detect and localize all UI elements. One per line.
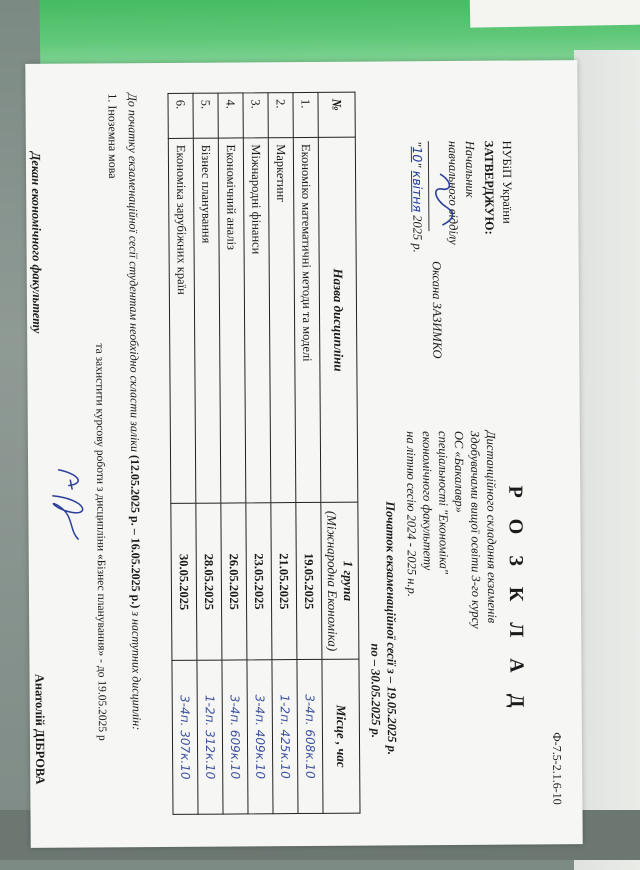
- row-place: 3-4п. 609к.10: [222, 660, 248, 814]
- table-row: [293, 92, 323, 813]
- row-num: 2.: [268, 93, 293, 138]
- header-group-2: (Міжнародна Економіка): [324, 510, 341, 652]
- row-num: 3.: [243, 93, 268, 138]
- table-row: [218, 93, 248, 814]
- table-row: [243, 93, 273, 814]
- dean-name: Анатолій ДІБРОВА: [32, 673, 48, 785]
- row-date: 23.05.2025: [246, 503, 272, 660]
- table-row: [193, 93, 223, 814]
- note-dates: (12.05.2025 р. – 16.05.2025 р.): [128, 454, 144, 609]
- schedule-table: [167, 92, 360, 815]
- date-year: 2025 р.: [410, 215, 425, 253]
- note-prefix: До початку екзаменаційної сесії студентам необхідно скласти заліки: [125, 93, 143, 456]
- row-num: 6.: [168, 93, 193, 138]
- header-name: Назва дисципліни: [318, 137, 358, 503]
- row-place: 3-4п. 409к.10: [247, 660, 273, 814]
- header-group: [321, 503, 359, 660]
- row-place: 1-2п. 425к.10: [272, 659, 298, 813]
- chief-signature: [432, 169, 456, 229]
- chief-title-2: навчального відділу: [445, 140, 461, 245]
- row-date: 19.05.2025: [296, 503, 322, 660]
- row-place: 3-4п. 608к.10: [297, 659, 323, 813]
- coursework-note: та захистити курсову роботи з дисципліни «Бізнес планування» - до 19.05.2025 р: [93, 343, 108, 741]
- approval-date: [409, 141, 426, 253]
- prerequisite-note: [124, 93, 143, 730]
- background-sheet: [470, 0, 640, 28]
- subtitle-line-2: Здобувачами вищої освіти 3-го курсу: [467, 430, 484, 629]
- table-row: [168, 93, 198, 814]
- row-discipline: Міжнародні фінанси: [243, 138, 271, 504]
- table-row: [268, 93, 298, 814]
- approve-label: ЗАТВЕРДЖУЮ:: [481, 140, 497, 235]
- row-discipline: Економіко математичні методи та моделі: [293, 137, 321, 503]
- chief-name: Оксана ЗАЗИМКО: [429, 261, 445, 359]
- document-title: Р О З К Л А Д: [504, 485, 528, 716]
- document-page: [25, 60, 582, 848]
- credit-item-1: 1. Іноземна мова: [105, 93, 121, 179]
- chief-title-1: Начальник: [462, 140, 478, 198]
- subtitle-line-6: на літню сесію 2024 - 2025 н.р.: [403, 431, 419, 597]
- form-code: Ф-7.5-2.1.6-10: [549, 732, 565, 805]
- subtitle-line-1: Дистанційного складання екзаменів: [483, 430, 500, 624]
- row-place: 3-4п. 307к.10: [172, 660, 198, 814]
- row-date: 30.05.2025: [171, 504, 197, 661]
- session-start: Початок екзаменаційної сесії з – 19.05.2025 р.: [383, 501, 400, 756]
- dean-title: Декан економічного факультету: [28, 151, 45, 334]
- date-quote-open: ": [409, 141, 424, 147]
- background-paper-stack: [574, 50, 640, 870]
- subtitle-line-4: спеціальності "Економіка": [435, 430, 451, 575]
- organization: НУБіП України: [499, 140, 515, 224]
- row-discipline: Маркетинг: [268, 138, 296, 504]
- row-discipline: Бізнес планування: [193, 138, 221, 504]
- subtitle-line-3: ОС «Бакалавр»: [451, 430, 467, 513]
- header-place: Місце , час: [322, 659, 360, 813]
- session-end: по – 30.05.2025 р.: [368, 643, 383, 739]
- subtitle-line-5: економічного факультету: [419, 431, 435, 571]
- date-month: квітня: [410, 170, 426, 213]
- document-sheet: [25, 60, 582, 848]
- date-day: 10: [409, 146, 425, 163]
- header-group-1: 1 група: [340, 560, 357, 602]
- row-num: 5.: [193, 93, 218, 138]
- row-discipline: Економіка зарубіжних країн: [168, 138, 196, 504]
- row-place: 1-2п. 312к.10: [197, 660, 223, 814]
- row-date: 21.05.2025: [271, 503, 297, 660]
- row-date: 28.05.2025: [196, 504, 222, 661]
- note-suffix: з наступних дисциплін:: [129, 608, 144, 731]
- header-num: №: [318, 92, 355, 137]
- row-num: 4.: [218, 93, 243, 138]
- dean-signature: [38, 459, 99, 549]
- row-num: 1.: [293, 92, 318, 137]
- row-date: 26.05.2025: [221, 503, 247, 660]
- date-quote-close: ": [409, 162, 425, 168]
- table-header-row: [318, 92, 360, 813]
- row-discipline: Економічний аналіз: [218, 138, 246, 504]
